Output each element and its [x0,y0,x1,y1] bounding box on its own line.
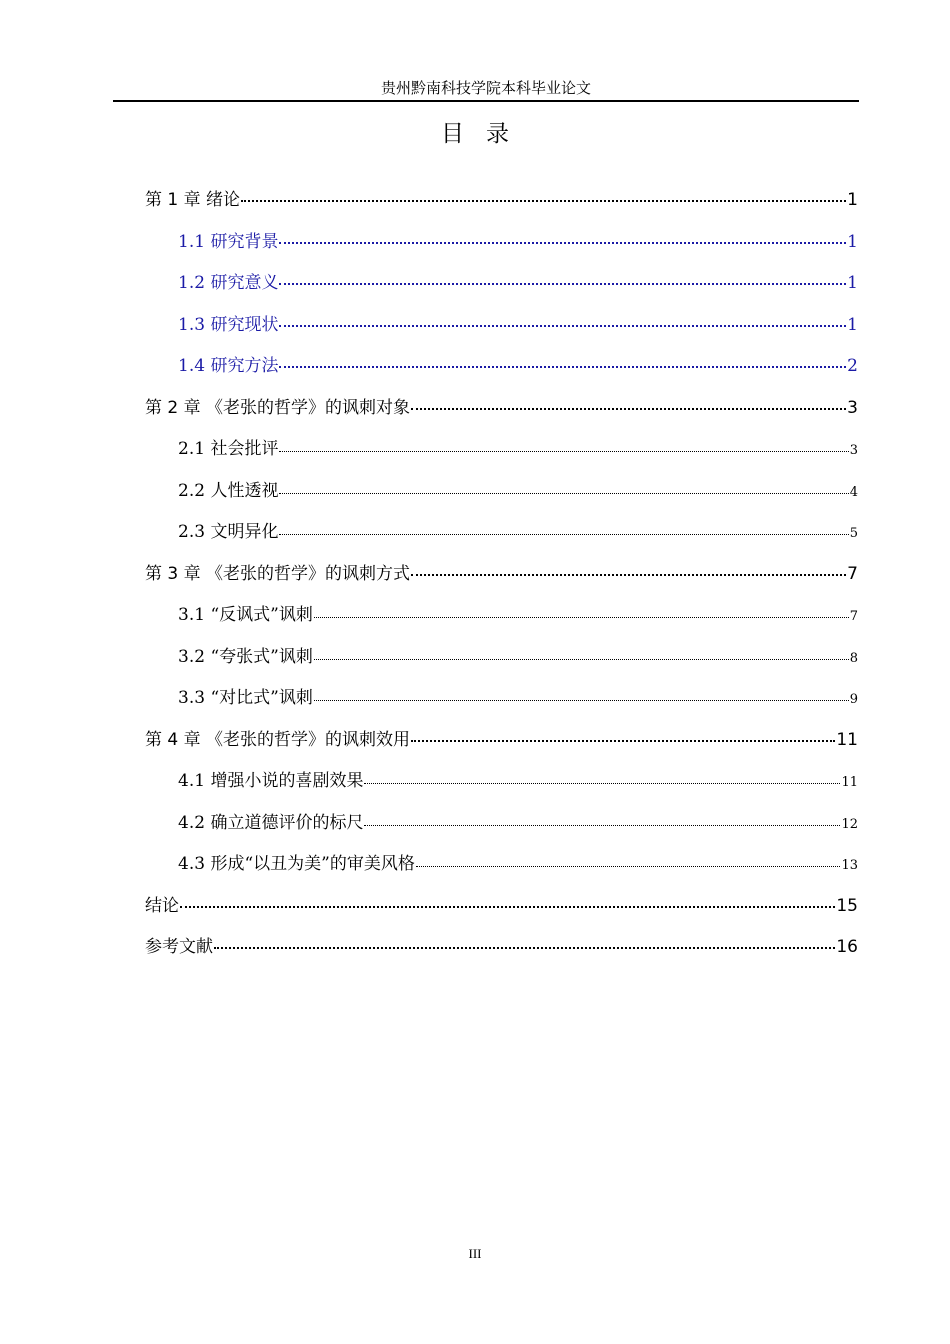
toc-entry-label: 1.1 研究背景 [178,232,279,252]
toc-entry-4-3[interactable] [178,849,858,874]
toc-entry-references[interactable] [145,932,858,957]
toc-entry-3-1[interactable] [178,600,858,625]
toc-entry-page: 1 [847,315,858,335]
toc-entry-label: 2.1 社会批评 [178,439,279,459]
toc-entry-label: 4.1 增强小说的喜剧效果 [178,771,364,791]
toc-entry-conclusion[interactable] [145,891,858,916]
toc-leader-dots [279,493,848,494]
toc-entry-label: 4.3 形成“以丑为美”的审美风格 [178,854,415,874]
toc-entry-3-2[interactable] [178,642,858,667]
toc-leader-dots [241,200,846,202]
toc-leader-dots [314,700,849,701]
toc-entry-page: 8 [849,651,858,666]
toc-leader-dots [364,825,840,826]
toc-entry-2-1[interactable] [178,434,858,459]
toc-entry-label: 3.2 “夸张式”讽刺 [178,647,313,667]
toc-entry-1-3[interactable] [178,310,858,335]
toc-entry-page: 11 [841,775,858,790]
toc-entry-1-4[interactable] [178,351,858,376]
toc-leader-dots [279,325,846,327]
toc-entry-label: 第 4 章 《老张的哲学》的讽刺效用 [145,730,411,750]
toc-entry-label: 结论 [145,896,179,916]
toc-entry-4-2[interactable] [178,808,858,833]
toc-leader-dots [214,947,835,949]
toc-entry-page: 2 [847,356,858,376]
toc-leader-dots [364,783,840,784]
toc-leader-dots [279,451,848,452]
toc-leader-dots [279,366,846,368]
toc-leader-dots [411,408,846,410]
toc-entry-page: 12 [841,817,858,832]
toc-entry-ch3[interactable] [145,559,858,584]
toc-entry-page: 4 [849,485,858,500]
header-rule [113,100,859,102]
toc-entry-page: 5 [849,526,858,541]
toc-entry-page: 9 [849,692,858,707]
toc-entry-label: 4.2 确立道德评价的标尺 [178,813,364,833]
toc-entry-ch1[interactable] [145,185,858,210]
toc-entry-3-3[interactable] [178,683,858,708]
toc-entry-1-1[interactable] [178,227,858,252]
toc-entry-page: 3 [849,443,858,458]
toc-entry-label: 1.4 研究方法 [178,356,279,376]
toc-entry-label: 3.3 “对比式”讽刺 [178,688,313,708]
toc-entry-page: 1 [847,232,858,252]
toc-entry-page: 13 [841,858,858,873]
running-header: 贵州黔南科技学院本科毕业论文 [380,79,591,97]
toc-leader-dots [279,283,846,285]
toc-leader-dots [314,617,849,618]
toc-entry-1-2[interactable] [178,268,858,293]
toc-leader-dots [411,740,835,742]
toc-entry-page: 7 [847,564,858,584]
toc-entry-page: 7 [849,609,858,624]
toc-entry-label: 参考文献 [145,937,213,957]
toc-entry-label: 1.3 研究现状 [178,315,279,335]
toc-entry-label: 3.1 “反讽式”讽刺 [178,605,313,625]
toc-leader-dots [279,242,846,244]
toc-entry-page: 1 [847,273,858,293]
toc-entry-page: 1 [847,190,858,210]
toc-leader-dots [314,659,849,660]
toc-entry-4-1[interactable] [178,766,858,791]
toc-leader-dots [180,906,835,908]
toc-entry-page: 11 [836,730,858,750]
toc-leader-dots [279,534,848,535]
page-number: III [468,1246,482,1261]
toc-entry-2-3[interactable] [178,517,858,542]
toc-leader-dots [411,574,846,576]
toc-entry-ch4[interactable] [145,725,858,750]
page-title: 目录 [441,121,531,147]
toc-leader-dots [416,866,841,867]
toc-entry-label: 1.2 研究意义 [178,273,279,293]
toc-entry-label: 第 3 章 《老张的哲学》的讽刺方式 [145,564,411,584]
toc-entry-page: 3 [847,398,858,418]
toc-entry-2-2[interactable] [178,476,858,501]
toc-entry-page: 15 [836,896,858,916]
toc-entry-label: 2.3 文明异化 [178,522,279,542]
toc-entry-ch2[interactable] [145,393,858,418]
toc-entry-label: 第 2 章 《老张的哲学》的讽刺对象 [145,398,411,418]
toc-entry-page: 16 [836,937,858,957]
toc-entry-label: 第 1 章 绪论 [145,190,241,210]
toc-entry-label: 2.2 人性透视 [178,481,279,501]
